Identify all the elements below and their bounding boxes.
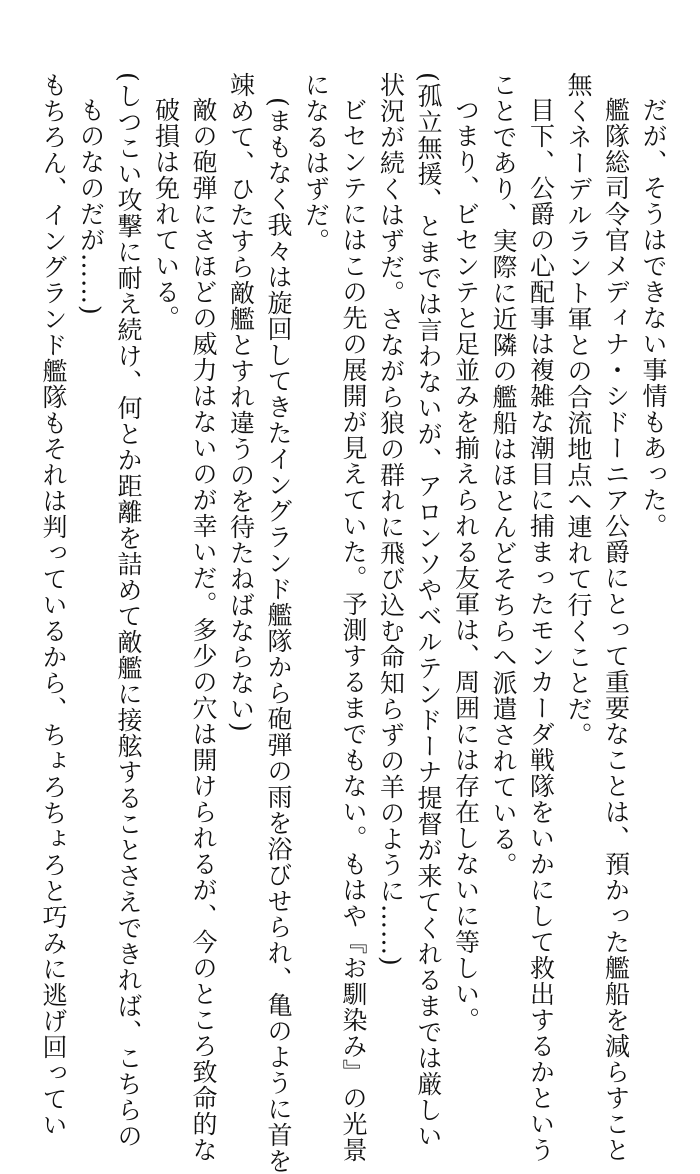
text-line-4: 目下、公爵の心配事は複雑な潮目に捕まったモンカーダ戦隊をいかにして救出するかという xyxy=(526,97,556,1163)
vertical-text-body xyxy=(35,72,673,1174)
text-line-3: 無くネーデルラント軍との合流地点へ連れて行くことだ。 xyxy=(564,72,593,748)
text-line-6: つまり、ビセンテと足並みを揃えられる友軍は、周囲には存在しないに等しい。 xyxy=(451,97,481,1033)
text-line-7: (孤立無援、とまでは言わないが、アロンソやベルテンドーナ提督が来てくれるまでは厳しい xyxy=(414,72,443,1149)
text-line-12: 竦めて、ひたすら敵艦とすれ違うのを待たねばならない) xyxy=(226,72,256,733)
text-line-10: になるはずだ。 xyxy=(301,72,331,254)
text-line-8: 状況が続くはずだ。さながら狼の群れに飛び込む命知らずの羊のように……) xyxy=(376,72,406,967)
text-line-2: 艦隊総司令官メディナ・シドーニア公爵にとって重要なことは、預かった艦船を減らすこと xyxy=(601,97,631,1163)
text-line-14: 破損は免れている。 xyxy=(151,97,181,331)
text-line-16: ものなのだが……) xyxy=(76,97,106,316)
text-line-17: もちろん、イングランド艦隊もそれは判っているから、ちょろちょろと巧みに逃げ回ってい xyxy=(39,72,68,1138)
text-line-9: ビセンテにはこの先の展開が見えていた。予測するまでもない。もはや『お馴染み』の光景 xyxy=(339,97,368,1163)
text-line-11: (まもなく我々は旋回してきたイングランド艦隊から砲弾の雨を浴びせられ、亀のように首を xyxy=(264,97,293,1174)
text-line-1: だが、そうはできない事情もあった。 xyxy=(639,97,668,539)
text-line-13: 敵の砲弾にさほどの威力はないのが幸いだ。多少の穴は開けられるが、今のところ致命的な xyxy=(189,97,218,1163)
text-line-5: ことであり、実際に近隣の艦船はほとんどそちらへ派遣されている。 xyxy=(489,72,518,878)
text-line-15: (しつこい攻撃に耐え続け、何とか距離を詰めて敵艦に接舷することさえできれば、こちらの xyxy=(114,72,143,1149)
